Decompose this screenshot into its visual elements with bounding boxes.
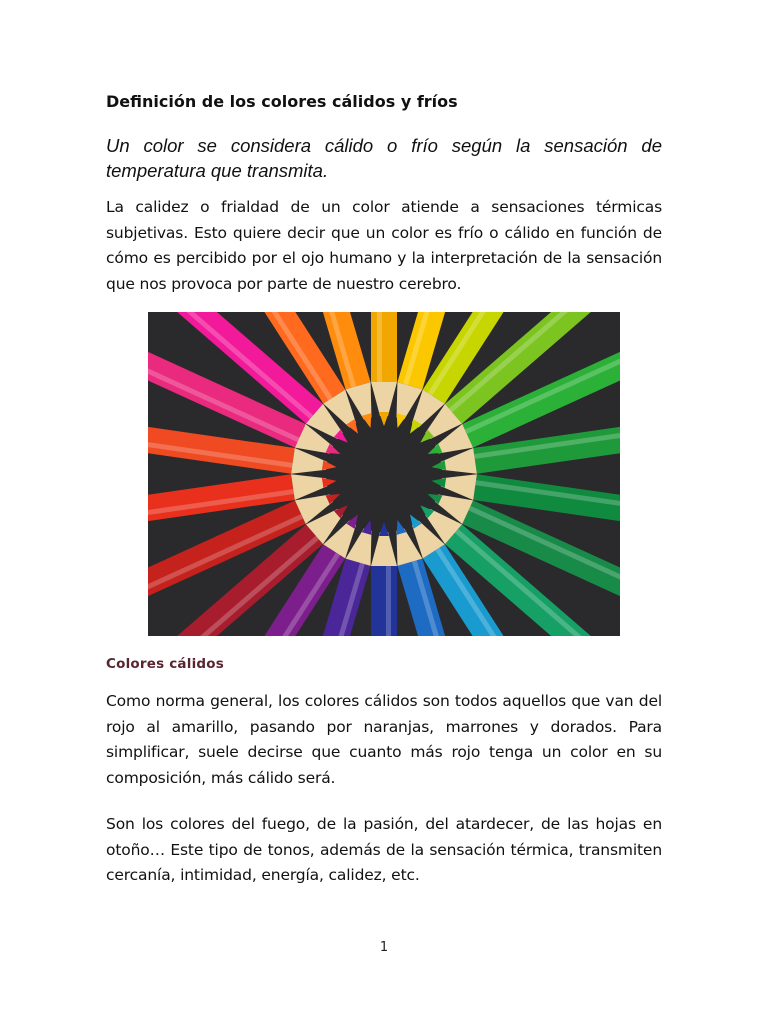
paragraph-warm-associations: Son los colores del fuego, de la pasión, del atardecer, de las hojas en otoño… Este tipo de tonos, además de la sensación térmica, transmiten cercanía, intimidad, energía, calidez, etc.: [106, 815, 662, 884]
colored-pencils-image: [148, 312, 620, 636]
lead-sentence: Un color se considera cálido o frío según la sensación de temperatura que transmita.: [106, 135, 662, 181]
page-number: 1: [379, 940, 389, 955]
document-title: Definición de los colores cálidos y fríos: [106, 92, 458, 111]
paragraph-warm-definition: Como norma general, los colores cálidos son todos aquellos que van del rojo al amarillo, pasando por naranjas, marrones y dorados. Para simplificar, suele decirse que cuanto más rojo tenga un color en su composición, más cálido será.: [106, 692, 662, 787]
section-heading-warm-colors: Colores cálidos: [106, 656, 224, 672]
colored-pencils-circle-image: [148, 312, 620, 636]
paragraph-intro: La calidez o frialdad de un color atiende a sensaciones térmicas subjetivas. Esto quiere decir que un color es frío o cálido en función de cómo es percibido por el ojo humano y la interpretación de la sensación que nos provoca por parte de nuestro cerebro.: [106, 198, 662, 293]
